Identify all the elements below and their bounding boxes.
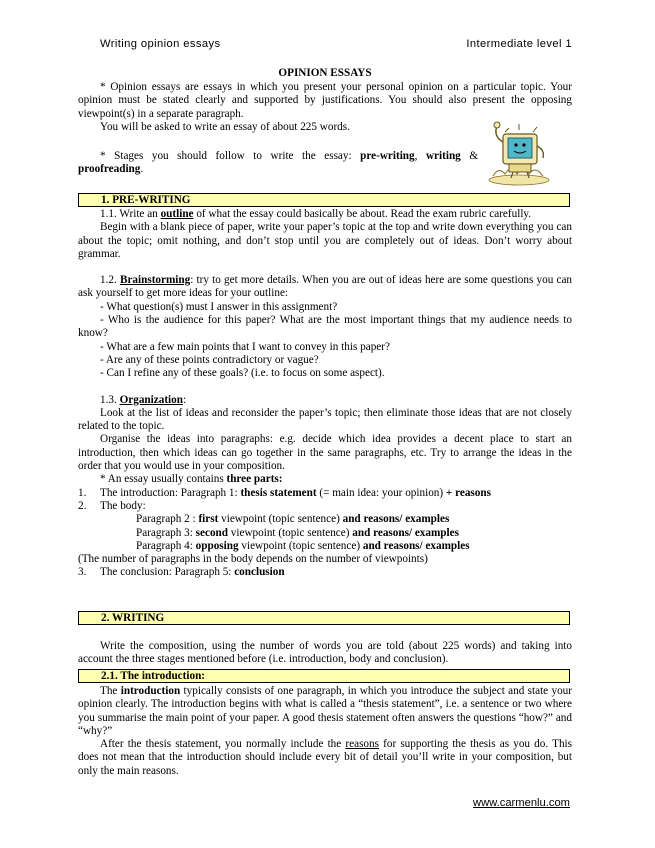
question-item: - Who is the audience for this paper? What are the most important things that my audience needs to know? <box>78 314 572 340</box>
header-right: Intermediate level 1 <box>466 38 572 50</box>
question-item: - What question(s) must I answer in this assignment? <box>100 300 338 313</box>
question-item: - Can I refine any of these goals? (i.e. to focus on some aspect). <box>100 367 385 380</box>
blank-paper-paragraph: Begin with a blank piece of paper, write your paper’s topic at the top and write down everything you can about the topic; omit nothing, and don’t stop until you are completely out of ideas. Don’t worry about grammar. <box>78 221 572 260</box>
organization-paragraph-2: Organise the ideas into paragraphs: e.g. decide which idea provides a decent place to start an introduction, then which ideas can go together in the same paragraphs, etc. Try to arrange the ideas in the order that you would use in your composition. <box>78 433 572 473</box>
stage-prewriting: pre-writing <box>360 150 415 162</box>
footer-link[interactable]: www.carmenlu.com <box>473 797 570 809</box>
page-title: OPINION ESSAYS <box>278 67 372 79</box>
numbered-item-3: 3. The conclusion: Paragraph 5: conclusion <box>78 566 285 579</box>
organization-paragraph-1: Look at the list of ideas and reconsider the paper’s topic; then eliminate those ideas that are not closely related to the topic. <box>78 406 572 433</box>
numbered-item-1: 1. The introduction: Paragraph 1: thesis statement (= main idea: your opinion) + reasons <box>78 486 491 499</box>
introduction-paragraph-1: The introduction typically consists of one paragraph, in which you introduce the subject and state your opinion clearly. The introduction begins with what is called a “thesis statement”, i.e. a sentence or two where you summarise the main point of your paper. A good thesis statement often answers the questions “how?” and “why?” <box>78 685 572 737</box>
question-item: - What are a few main points that I want to convey in this paper? <box>100 340 390 353</box>
prewriting-section <box>78 208 572 580</box>
intro-paragraph-1: * Opinion essays are essays in which you present your personal opinion on a particular topic. Your opinion must be stated clearly and supported by justifications. You should also present the opposing viewpoint(s) in a separate paragraph. <box>78 81 572 120</box>
body-paragraph-item: Paragraph 2 : first viewpoint (topic sentence) and reasons/ examples <box>136 513 450 526</box>
introduction-section <box>78 685 572 778</box>
stages-paragraph: * Stages you should follow to write the essay: pre-writing, writing & proofreading. <box>78 150 479 176</box>
stage-writing: writing <box>425 150 461 162</box>
intro-paragraph-2: You will be asked to write an essay of about 225 words. <box>100 120 350 133</box>
brainstorming-paragraph: 1.2. Brainstorming: try to get more details. When you are out of ideas here are some questions you can ask yourself to get more ideas for your outline: <box>78 274 572 300</box>
numbered-item-2: 2. The body: <box>78 499 146 512</box>
writing-section <box>78 640 572 667</box>
computer-clipart-icon <box>485 116 553 186</box>
introduction-paragraph-2: After the thesis statement, you normally include the reasons for supporting the thesis as you do. This does not mean that the introduction should include every bit of detail you’ll write in your composition, but only the main reasons. <box>78 738 572 777</box>
section-band-writing: 2. WRITING <box>78 611 570 625</box>
body-note: (The number of paragraphs in the body depends on the number of viewpoints) <box>78 553 428 566</box>
body-paragraph-item: Paragraph 3: second viewpoint (topic sentence) and reasons/ examples <box>136 526 459 539</box>
section-band-prewriting: 1. PRE-WRITING <box>78 193 570 207</box>
outline-paragraph: 1.1. Write an outline of what the essay could basically be about. Read the exam rubric carefully. <box>100 208 532 220</box>
writing-paragraph: Write the composition, using the number of words you are told (about 225 words) and taking into account the three stages mentioned before (i.e. introduction, body and conclusion). <box>78 640 572 666</box>
essay-parts-intro: * An essay usually contains three parts: <box>100 473 283 486</box>
question-item: - Are any of these points contradictory or vague? <box>100 353 319 366</box>
body-paragraph-item: Paragraph 4: opposing viewpoint (topic sentence) and reasons/ examples <box>136 539 470 552</box>
stage-proofreading: proofreading <box>78 163 141 176</box>
header-left: Writing opinion essays <box>100 38 221 50</box>
organization-heading: 1.3. Organization: <box>100 393 187 406</box>
subsection-band-introduction: 2.1. The introduction: <box>78 669 570 683</box>
